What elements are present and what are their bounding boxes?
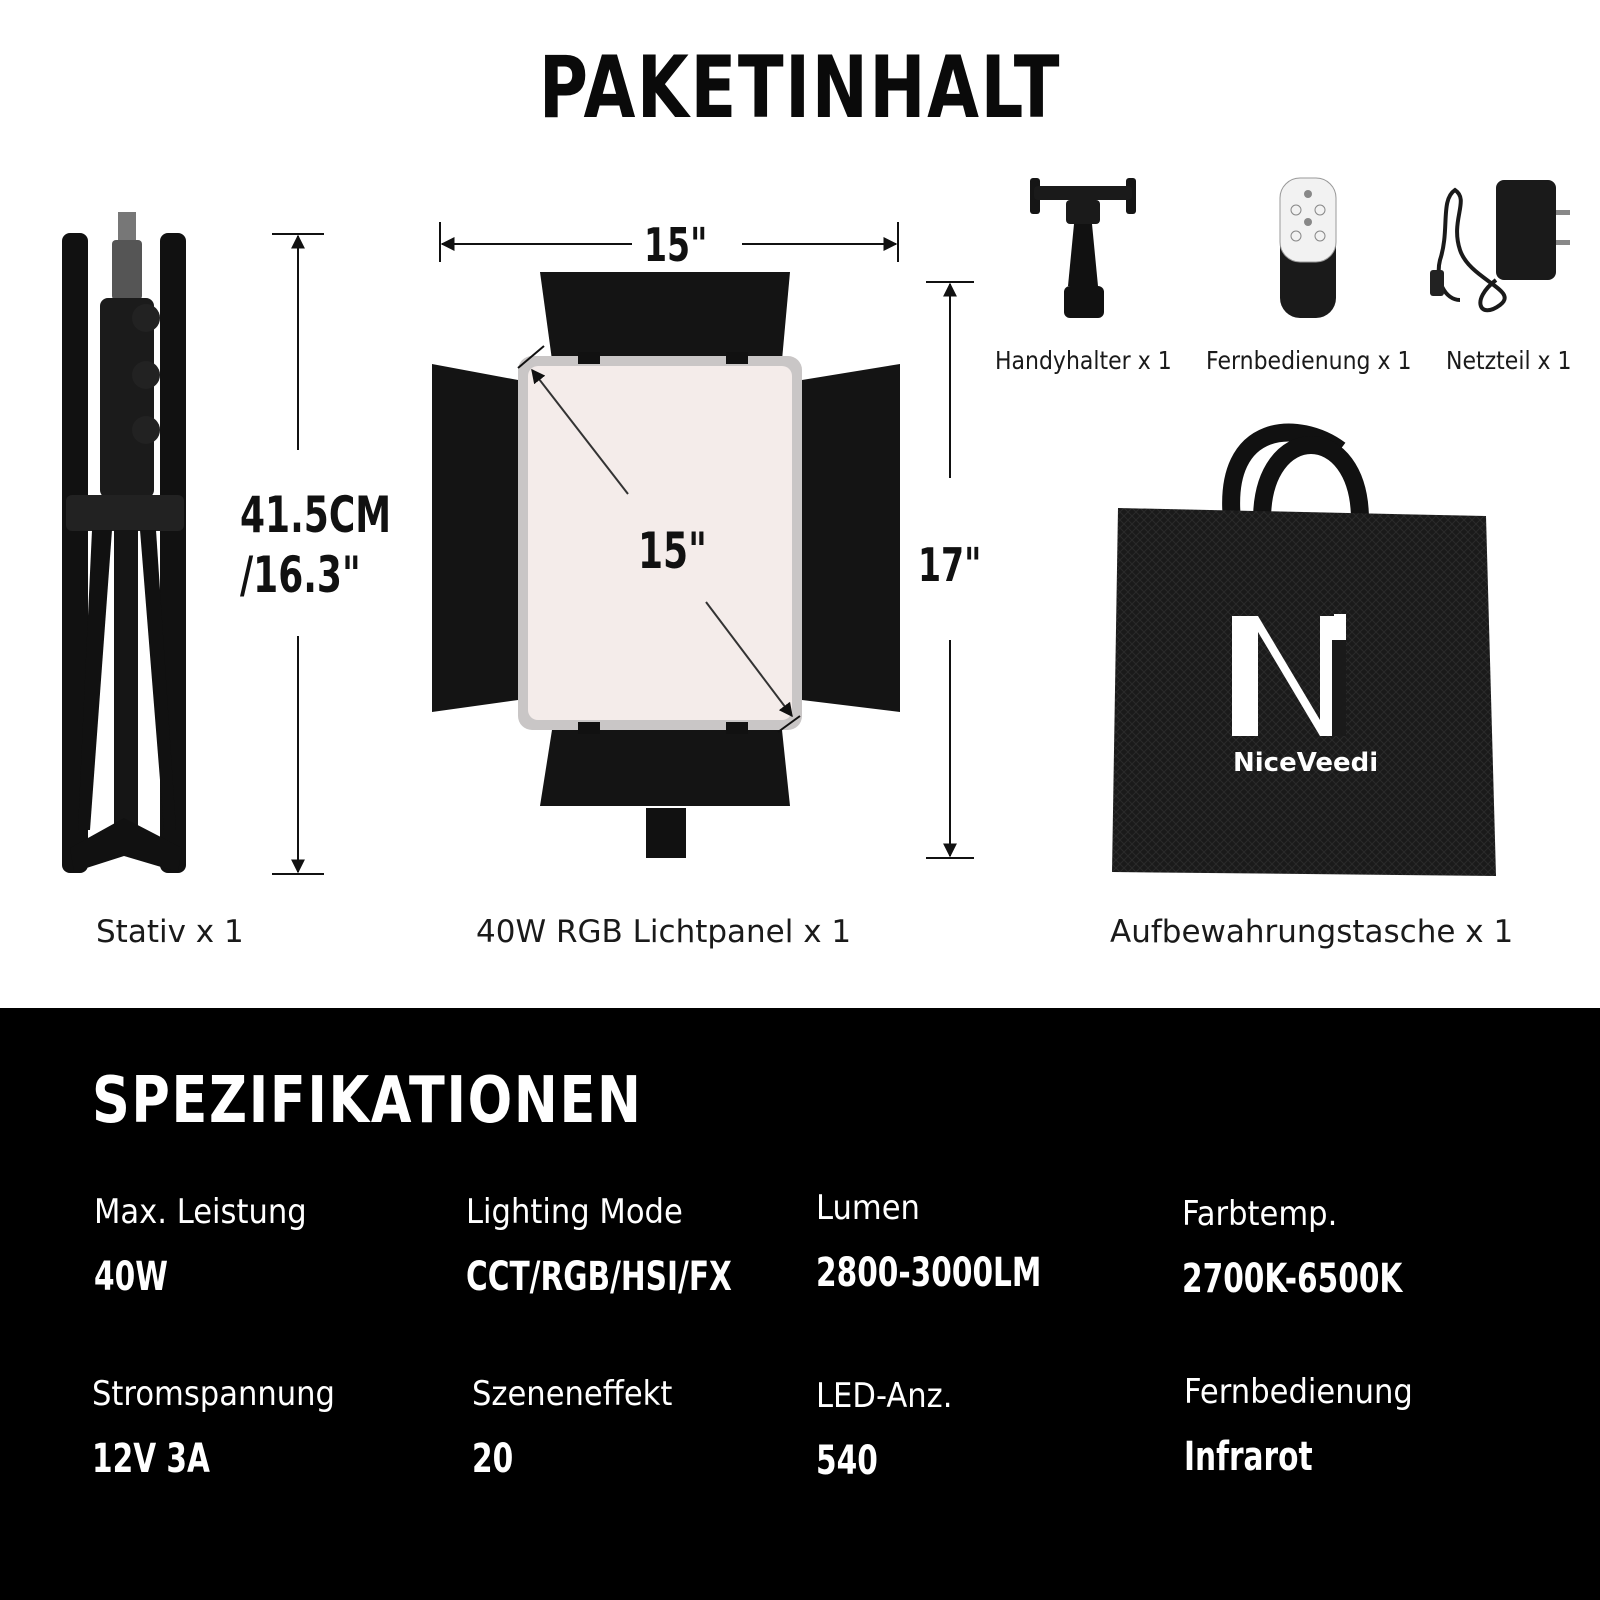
spec-value: 20 — [472, 1436, 514, 1482]
spec-voltage — [92, 1374, 362, 1482]
spec-scene-effects — [472, 1374, 695, 1482]
spec-name: LED-Anz. — [816, 1376, 953, 1416]
spec-value: 2800-3000LM — [816, 1250, 1042, 1296]
spec-value: 40W — [94, 1254, 168, 1300]
panel-diagonal-label: 15" — [638, 522, 707, 580]
spec-value: 12V 3A — [92, 1436, 210, 1482]
spec-value: CCT/RGB/HSI/FX — [466, 1254, 732, 1300]
spec-value: 540 — [816, 1438, 878, 1484]
storage-bag-image — [1112, 433, 1496, 876]
spec-color-temp — [1182, 1194, 1480, 1302]
spec-max-power — [94, 1192, 330, 1300]
light-stand-image — [62, 212, 186, 873]
spec-value: Infrarot — [1184, 1434, 1313, 1480]
spec-name: Szeneneffekt — [472, 1374, 673, 1414]
panel-width-label: 15" — [644, 218, 708, 272]
stand-label: Stativ x 1 — [96, 914, 244, 950]
spec-name: Lumen — [816, 1188, 920, 1228]
spec-remote-type — [1184, 1372, 1438, 1480]
spec-name: Lighting Mode — [466, 1192, 683, 1232]
spec-name: Max. Leistung — [94, 1192, 307, 1232]
adapter-label: Netzteil x 1 — [1446, 346, 1572, 375]
spec-led-count — [816, 1376, 968, 1484]
page-title: PAKETINHALT — [538, 38, 1062, 138]
spec-value: 2700K-6500K — [1182, 1256, 1403, 1302]
spec-lumen — [816, 1188, 1121, 1296]
remote-image — [1280, 178, 1336, 318]
panel-label: 40W RGB Lichtpanel x 1 — [476, 914, 852, 950]
power-adapter-image — [1430, 180, 1570, 310]
spec-name: Stromspannung — [92, 1374, 335, 1414]
remote-label: Fernbedienung x 1 — [1206, 346, 1412, 375]
spec-name: Fernbedienung — [1184, 1372, 1413, 1412]
panel-height-label: 17" — [918, 538, 982, 592]
bag-brand-name: NiceVeedi — [1233, 748, 1379, 778]
stand-height-cm: 41.5CM — [240, 486, 392, 544]
bag-label: Aufbewahrungstasche x 1 — [1110, 914, 1514, 950]
phone-holder-label: Handyhalter x 1 — [995, 346, 1172, 375]
specifications-section — [0, 1008, 1600, 1600]
specifications-title: SPEZIFIKATIONEN — [92, 1064, 643, 1138]
spec-name: Farbtemp. — [1182, 1194, 1338, 1234]
phone-holder-image — [1030, 178, 1136, 318]
stand-height-inch: /16.3" — [240, 546, 361, 604]
spec-lighting-mode — [466, 1192, 825, 1300]
